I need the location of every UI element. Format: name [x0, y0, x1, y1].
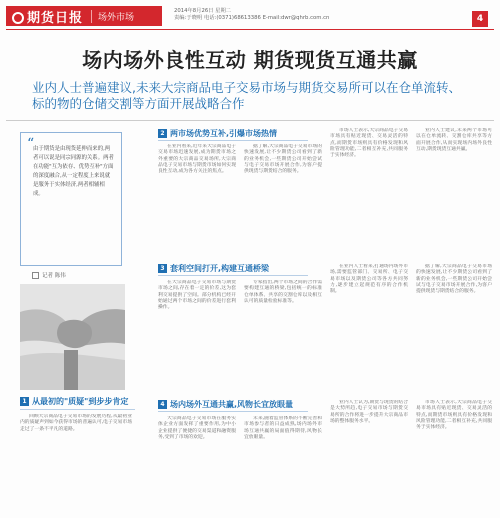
section-rule-3 — [158, 275, 308, 276]
section-rule-2 — [158, 140, 308, 141]
pull-quote — [20, 132, 122, 266]
body-column-low-3 — [330, 400, 408, 512]
paragraph: 回顾大宗商品电子交易市场的发展历程,从最初业内的质疑声到如今获得市场的普遍认可,电子交易市场走过了一条不平凡的道路。 — [20, 414, 132, 432]
paragraph: 专家指出,两个市场之间的合作需要构建互通的桥梁,包括统一的标准仓单体系、共享的交割仓库以及相互认可的质量检验标准等。 — [244, 280, 322, 304]
section-title-3: 套利空间打开,构建互通桥梁 — [170, 264, 270, 273]
issue-contact: 责编:于晓明 电话:(0371)68613386 E-mail:dwr@qhrb.com.cn — [174, 15, 330, 21]
body-column-mid-3 — [330, 264, 408, 392]
section-title-2: 两市场优势互补,引爆市场热情 — [170, 129, 278, 138]
byline-text: 记者 陈伟 — [42, 273, 66, 279]
section-header-1 — [20, 396, 128, 407]
masthead-banner — [6, 6, 162, 26]
article-headline: 场内场外良性互动 期货现货互通共赢 — [82, 48, 418, 72]
section-rule-4 — [158, 411, 308, 412]
logo-mark-icon — [12, 12, 24, 24]
body-column-low-left — [20, 414, 132, 512]
byline — [32, 271, 66, 279]
paragraph: 未来,随着监管体系的不断完善和市场参与者的日益成熟,场内场外市场互通共赢的局面值得期待,风物长宜放眼量。 — [244, 416, 322, 440]
paragraph: 在大宗商品电子交易市场与期货市场之间,存在着一定的价差,这为套利交易提供了空间。部分机构已经开始通过两个市场之间的价差进行套利操作。 — [158, 280, 236, 311]
body-column-low-4 — [416, 400, 492, 512]
masthead-divider — [6, 29, 494, 30]
newspaper-logo — [6, 7, 83, 26]
section-title-4: 场内场外互通共赢,风物长宜放眼量 — [170, 400, 294, 409]
section-name: 场外市场 — [91, 10, 134, 23]
paragraph: 市场人士表示,大宗商品电子交易市场具有贴近现货、交易灵活的特点,而期货市场则具有价格发现和风险管理功能,二者相互补充,共同服务于实体经济。 — [416, 400, 492, 431]
body-column-top-2 — [244, 144, 322, 256]
masthead — [0, 0, 500, 30]
body-column-top-4 — [416, 128, 492, 256]
logo-text: 期货日报 — [27, 10, 84, 26]
article-photo-handshake — [20, 284, 125, 390]
body-column-low-1 — [158, 416, 236, 512]
headline-divider — [6, 120, 494, 121]
page-number: 4 — [472, 11, 488, 27]
section-rule-1 — [20, 409, 135, 410]
body-column-low-2 — [244, 416, 322, 512]
body-column-mid-1 — [158, 280, 236, 392]
body-column-top-3 — [330, 128, 408, 256]
pull-quote-text: 由于期货是由现货延伸而来的,两者可以说是同宗同源的关系。两者在功能"互为依存、优势互补"方面的深度融合,从一定程度上来说就是服务于实体经济,两者相辅相成。 — [33, 146, 114, 197]
section-title-1: 从最初的"质疑"到步步肯定 — [32, 397, 129, 406]
section-number-2: 2 — [158, 129, 167, 138]
issue-date: 2014年8月26日 星期二 — [174, 8, 232, 14]
section-header-2 — [158, 128, 277, 139]
byline-checkbox-icon — [32, 272, 39, 279]
paragraph: 在业内看来,近年来大宗商品电子交易市场迅速发展,成为期货市场之外重要的大宗商品交易场所,大宗商品电子交易市场与期货市场如何实现良性互动,成为各方关注的焦点。 — [158, 144, 236, 175]
body-column-mid-4 — [416, 264, 492, 392]
section-header-4 — [158, 399, 293, 410]
handshake-photo-illustration — [20, 284, 125, 390]
article-deck: 业内人士普遍建议,未来大宗商品电子交易市场与期货交易所可以在仓单流转、标的物的仓储交割等方面开展战略合作 — [32, 80, 461, 111]
quote-mark-icon: “ — [27, 136, 35, 152]
paragraph: 在业内人士看来,打通场内场外市场,需要监管部门、交易所、电子交易市场以及期货公司等各方共同努力,逐步建立起规范有序的合作机制。 — [330, 264, 408, 295]
paragraph: 据了解,大宗商品电子交易市场的快速发展,让不少期货公司看到了新的业务机会,一些期货公司开始尝试与电子交易市场开展合作,为客户提供现货与期货结合的服务。 — [416, 264, 492, 295]
paragraph: 据了解,大宗商品电子交易市场的快速发展,让不少期货公司看到了新的业务机会,一些期货公司开始尝试与电子交易市场开展合作,为客户提供现货与期货结合的服务。 — [244, 144, 322, 175]
paragraph: 大宗商品电子交易市场在服务实体企业方面发挥了重要作用,为中小企业提供了便捷的交易渠道和融资服务,受到了市场的欢迎。 — [158, 416, 236, 440]
issue-info — [174, 8, 329, 22]
paragraph: 业内人士认为,期货与现货的结合是大势所趋,电子交易市场与期货交易所的合作将进一步提升大宗商品市场的整体服务水平。 — [330, 400, 408, 424]
body-column-top-1 — [158, 144, 236, 256]
section-header-3 — [158, 263, 269, 274]
body-column-mid-2 — [244, 280, 322, 392]
section-number-4: 4 — [158, 400, 167, 409]
section-number-1: 1 — [20, 397, 29, 406]
paragraph: 市场人士表示,大宗商品电子交易市场具有贴近现货、交易灵活的特点,而期货市场则具有价格发现和风险管理功能,二者相互补充,共同服务于实体经济。 — [330, 128, 408, 159]
paragraph: 业内人士建议,未来两个市场可以在仓单流转、交割仓库共享等方面开展合作,从而实现场内场外良性互动,期货现货互通共赢。 — [416, 128, 492, 152]
section-number-3: 3 — [158, 264, 167, 273]
